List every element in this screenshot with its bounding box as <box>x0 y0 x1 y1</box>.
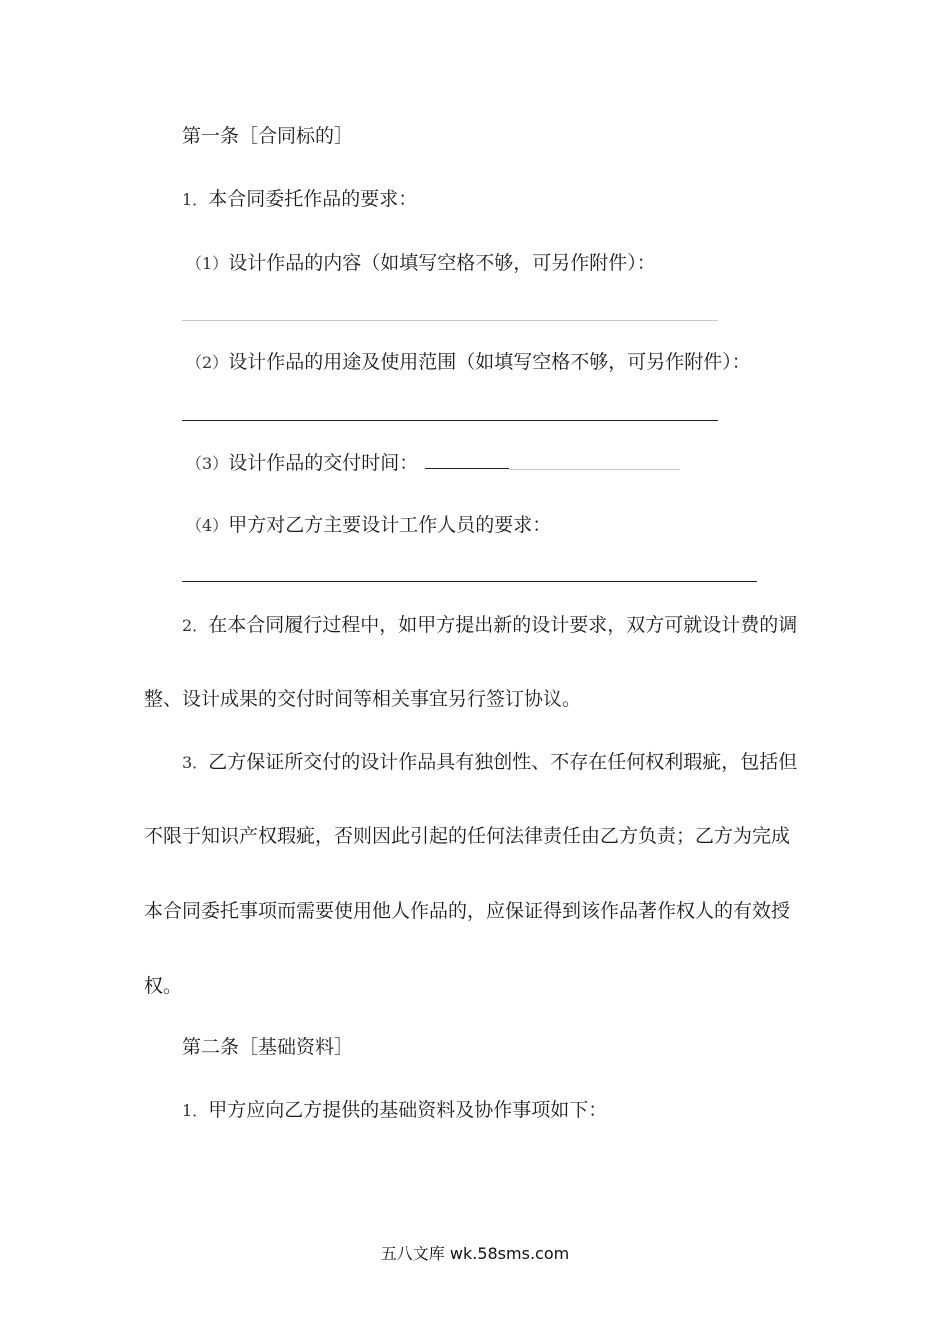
clause-number: 3． <box>182 753 209 772</box>
blank-line-staff-requirements <box>182 581 757 582</box>
clause-1-3-line-1 <box>182 750 797 775</box>
clause-1-3-line-4: 权。 <box>144 975 183 997</box>
blank-line-content <box>182 320 718 321</box>
sub-clause-text: 设计作品的交付时间： <box>228 452 419 474</box>
clause-1-2-line-2: 整、设计成果的交付时间等相关事宜另行签订协议。 <box>144 688 582 710</box>
sub-clause-3 <box>186 451 418 476</box>
sub-clause-text: 甲方对乙方主要设计工作人员的要求： <box>228 514 552 536</box>
sub-clause-number: （2） <box>186 353 229 372</box>
page-footer-watermark: 五八文库 wk.58sms.com <box>380 1244 570 1263</box>
blank-line-delivery-time-extension <box>509 469 680 470</box>
sub-clause-1 <box>186 251 656 276</box>
sub-clause-number: （4） <box>186 516 229 535</box>
sub-clause-text: 设计作品的用途及使用范围（如填写空格不够，可另作附件）： <box>228 351 751 373</box>
sub-clause-number: （3） <box>186 454 229 473</box>
clause-number: 1． <box>182 1101 209 1120</box>
clause-number: 2． <box>182 616 209 635</box>
clause-1-1 <box>182 187 417 212</box>
clause-1-2-line-1 <box>182 613 797 638</box>
clause-text: 甲方应向乙方提供的基础资料及协作事项如下： <box>208 1099 608 1121</box>
sub-clause-number: （1） <box>186 254 229 273</box>
article-2-heading: 第二条［基础资料］ <box>182 1036 354 1058</box>
sub-clause-text: 设计作品的内容（如填写空格不够，可另作附件）： <box>228 252 656 274</box>
clause-text: 在本合同履行过程中，如甲方提出新的设计要求，双方可就设计费的调 <box>208 614 798 636</box>
sub-clause-4 <box>186 513 551 538</box>
blank-line-usage <box>182 420 718 421</box>
clause-2-1 <box>182 1098 607 1123</box>
clause-1-3-line-3: 本合同委托事项而需要使用他人作品的，应保证得到该作品著作权人的有效授 <box>144 900 791 922</box>
clause-number: 1． <box>182 190 209 209</box>
clause-text: 乙方保证所交付的设计作品具有独创性、不存在任何权利瑕疵，包括但 <box>208 751 798 773</box>
sub-clause-2 <box>186 350 751 375</box>
article-1-heading: 第一条［合同标的］ <box>182 125 354 147</box>
blank-line-delivery-time <box>425 468 509 469</box>
clause-1-3-line-2: 不限于知识产权瑕疵，否则因此引起的任何法律责任由乙方负责；乙方为完成 <box>144 825 791 847</box>
clause-text: 本合同委托作品的要求： <box>208 188 418 210</box>
